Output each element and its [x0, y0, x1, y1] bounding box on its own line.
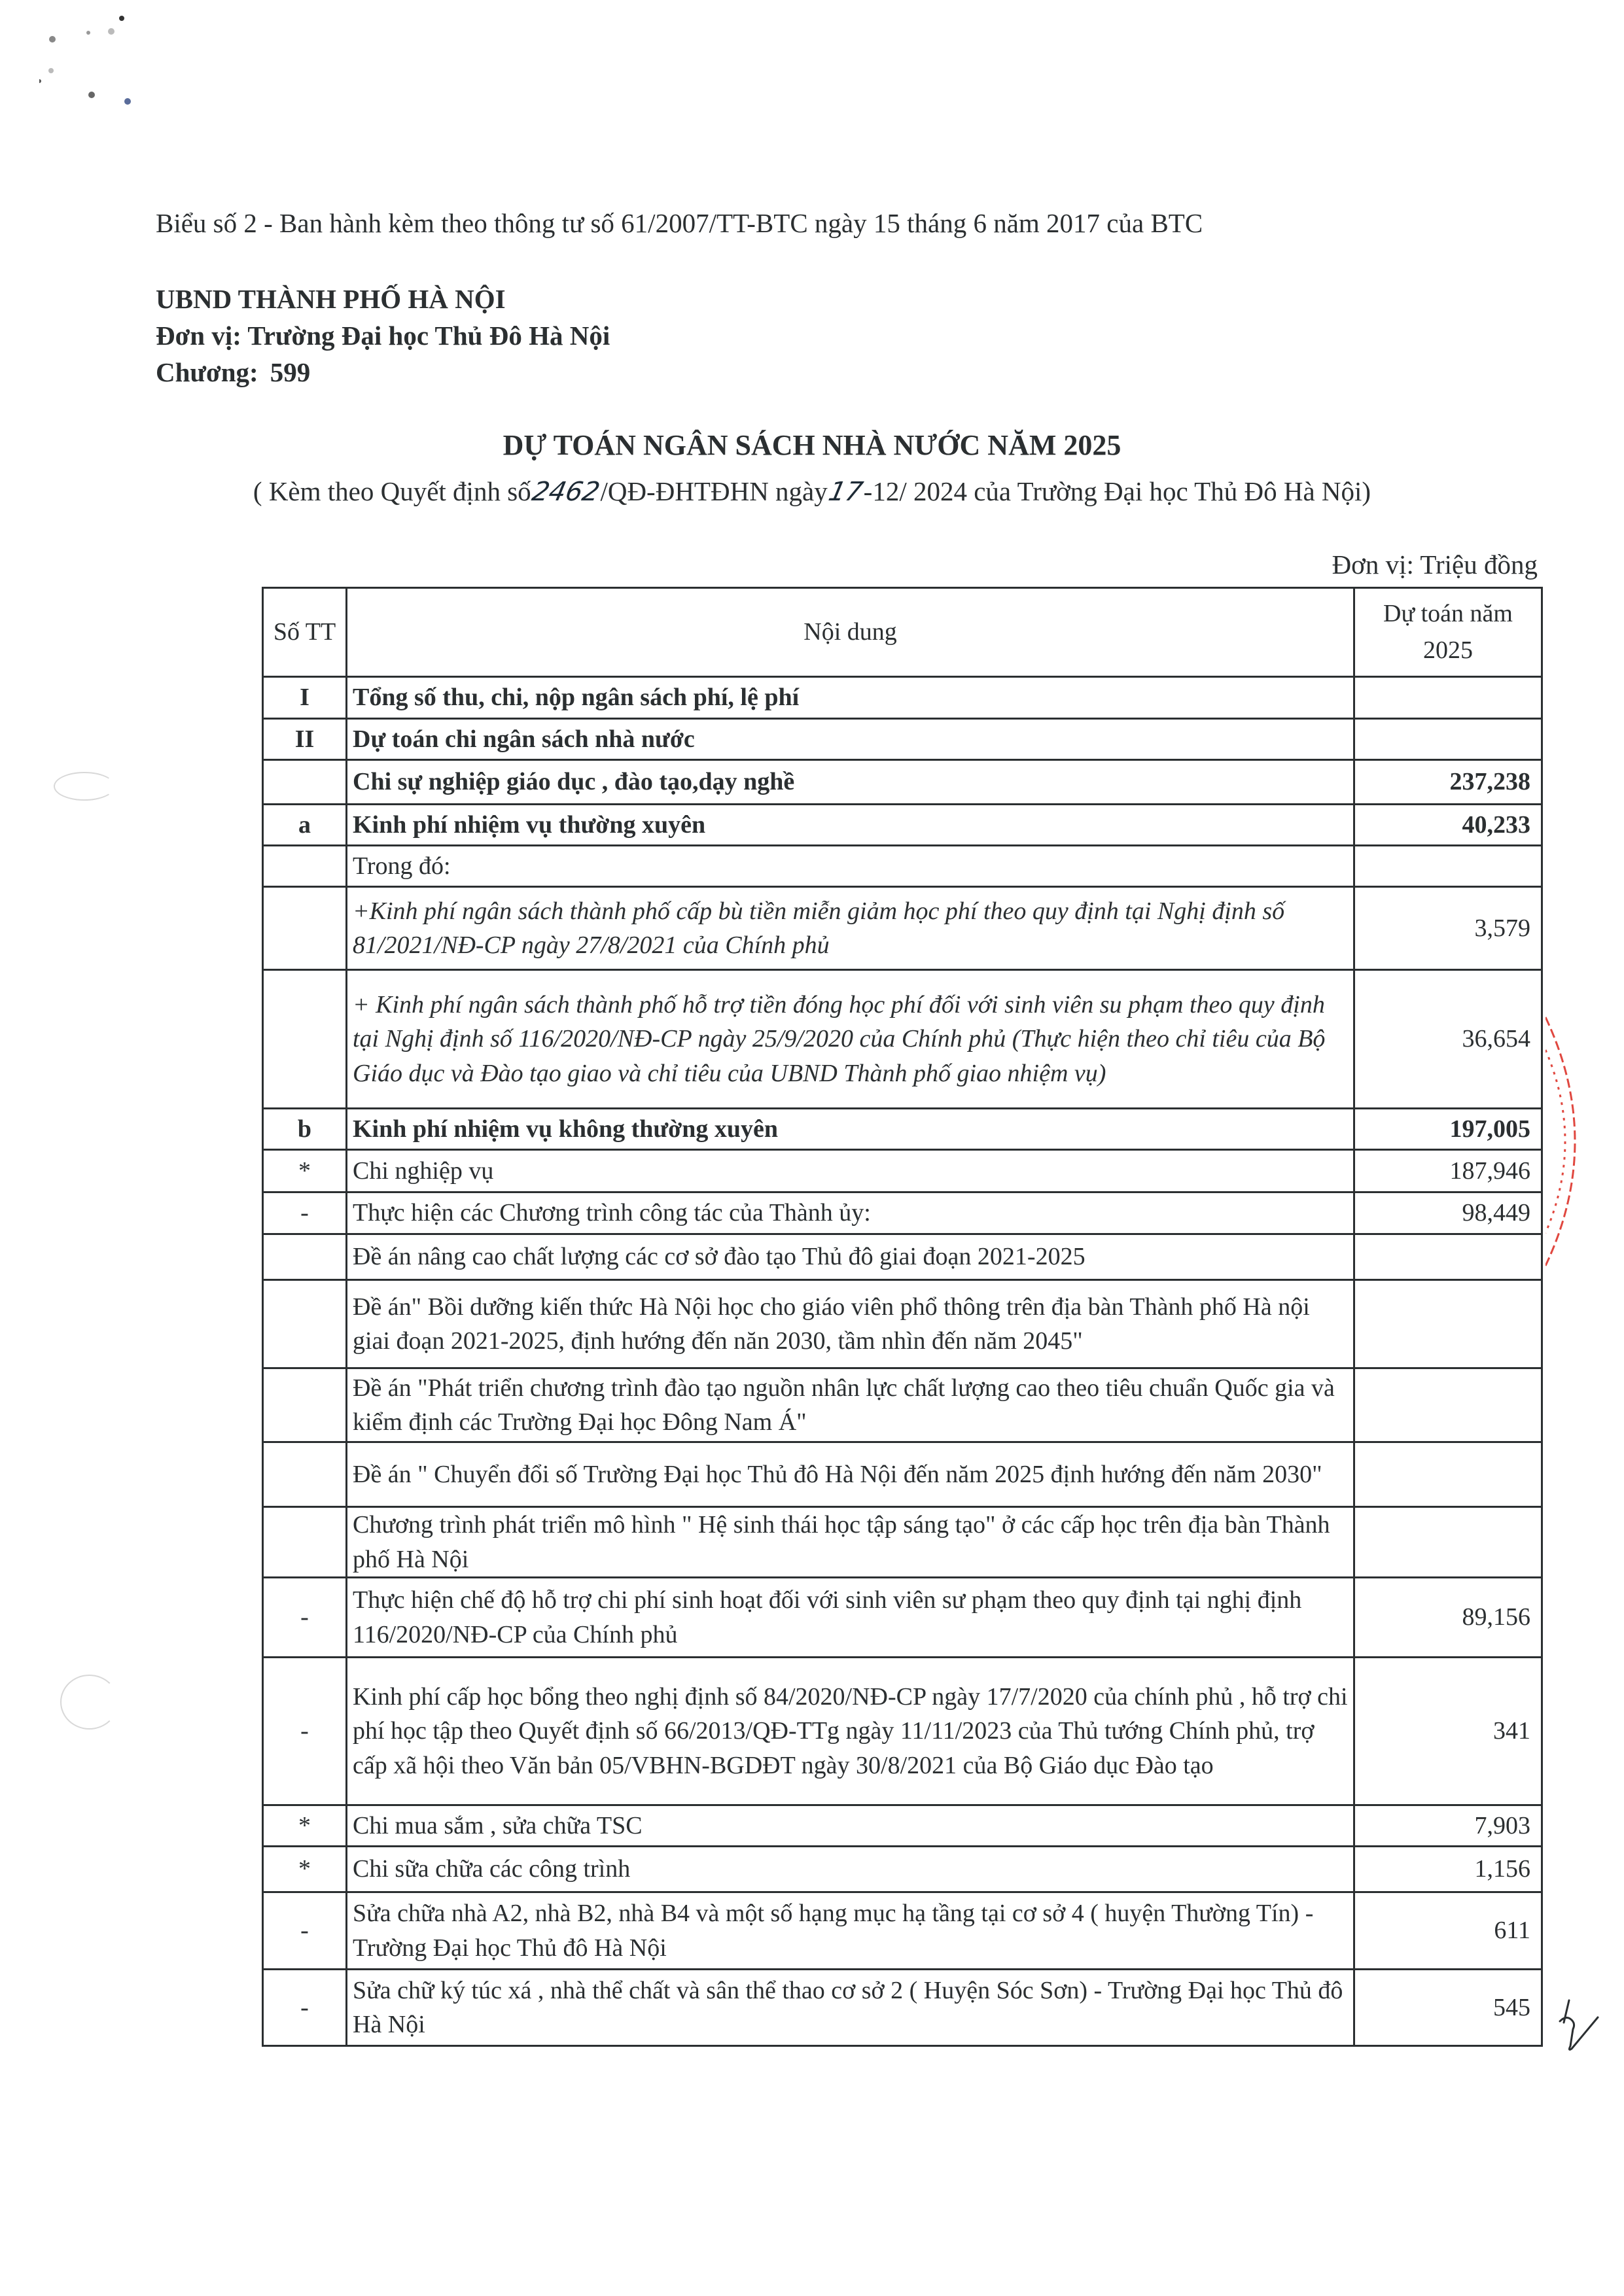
row-value: 89,156: [1354, 1578, 1542, 1658]
row-number: I: [263, 677, 347, 719]
scan-specks: [39, 13, 144, 111]
row-content: Chương trình phát triển mô hình " Hệ sinh thái học tập sáng tạo" ở các cấp học trên địa bàn Thành phố Hà Nội: [347, 1507, 1354, 1578]
row-value: 98,449: [1354, 1192, 1542, 1234]
chapter-line: [156, 357, 310, 388]
table-header-row: [263, 588, 1542, 677]
row-content: Thực hiện các Chương trình công tác của Thành ủy:: [347, 1192, 1354, 1234]
punch-hole-mark: [60, 1675, 118, 1730]
row-number: [263, 1234, 347, 1280]
subtitle-suffix: -12/ 2024 của Trường Đại học Thủ Đô Hà Nội): [863, 476, 1371, 506]
table-row: [263, 1658, 1542, 1805]
row-content: Trong đó:: [347, 846, 1354, 887]
row-number: -: [263, 1892, 347, 1970]
row-content: Chi mua sắm , sửa chữa TSC: [347, 1805, 1354, 1847]
row-value: 341: [1354, 1658, 1542, 1805]
header-value: Dự toán năm 2025: [1354, 588, 1542, 677]
row-value: 7,903: [1354, 1805, 1542, 1847]
row-content: Tổng số thu, chi, nộp ngân sách phí, lệ phí: [347, 677, 1354, 719]
row-content: Sửa chữa nhà A2, nhà B2, nhà B4 và một số hạng mục hạ tầng tại cơ sở 4 ( huyện Thường Tín) - Trường Đại học Thủ đô Hà Nội: [347, 1892, 1354, 1970]
row-number: [263, 1368, 347, 1442]
row-number: a: [263, 805, 347, 846]
official-stamp: [1545, 1011, 1611, 1272]
row-number: -: [263, 1658, 347, 1805]
table-row: [263, 1970, 1542, 2046]
row-value: 197,005: [1354, 1109, 1542, 1150]
row-value: [1354, 677, 1542, 719]
table-row: [263, 1805, 1542, 1847]
row-value: 545: [1354, 1970, 1542, 2046]
chapter-label: Chương:: [156, 357, 258, 387]
table-row: [263, 1150, 1542, 1192]
table-row: [263, 1109, 1542, 1150]
row-value: 36,654: [1354, 970, 1542, 1109]
table-row: [263, 887, 1542, 970]
row-value: [1354, 1507, 1542, 1578]
table-row: [263, 1368, 1542, 1442]
row-value: [1354, 846, 1542, 887]
row-number: -: [263, 1970, 347, 2046]
table-row: [263, 677, 1542, 719]
row-number: *: [263, 1150, 347, 1192]
red-seal-icon: [1545, 1011, 1611, 1272]
chapter-number: 599: [270, 357, 311, 387]
subtitle-mid: /QĐ-ĐHTĐHN ngày: [600, 476, 828, 506]
table-row: [263, 760, 1542, 805]
handwritten-day: 17: [825, 477, 866, 507]
table-row: [263, 805, 1542, 846]
table-row: [263, 719, 1542, 760]
unit-name: Đơn vị: Trường Đại học Thủ Đô Hà Nội: [156, 321, 610, 351]
organization-name: UBND THÀNH PHỐ HÀ NỘI: [156, 284, 506, 314]
row-content: Chi nghiệp vụ: [347, 1150, 1354, 1192]
table-row: [263, 1892, 1542, 1970]
row-number: [263, 1442, 347, 1507]
header-stt: Số TT: [263, 588, 347, 677]
row-number: *: [263, 1847, 347, 1892]
row-number: b: [263, 1109, 347, 1150]
row-content: Đề án" Bồi dưỡng kiến thức Hà Nội học cho giáo viên phổ thông trên địa bàn Thành phố Hà nội giai đoạn 2021-2025, định hướng đến năn 2030, tầm nhìn đến năm 2045": [347, 1280, 1354, 1368]
row-number: [263, 970, 347, 1109]
row-value: 237,238: [1354, 760, 1542, 805]
table-row: [263, 1192, 1542, 1234]
table-row: [263, 1280, 1542, 1368]
row-content: Đề án " Chuyển đổi số Trường Đại học Thủ đô Hà Nội đến năm 2025 định hướng đến năm 2030": [347, 1442, 1354, 1507]
table-row: [263, 970, 1542, 1109]
row-number: [263, 1507, 347, 1578]
row-number: [263, 887, 347, 970]
row-value: 1,156: [1354, 1847, 1542, 1892]
signature-initials: [1557, 1995, 1603, 2054]
row-value: 3,579: [1354, 887, 1542, 970]
table-body: [263, 677, 1542, 2046]
form-caption: Biểu số 2 - Ban hành kèm theo thông tư số 61/2007/TT-BTC ngày 15 tháng 6 năm 2017 của BTC: [156, 208, 1203, 238]
row-number: [263, 760, 347, 805]
row-content: Chi sự nghiệp giáo dục , đào tạo,dạy nghề: [347, 760, 1354, 805]
row-content: Kinh phí nhiệm vụ không thường xuyên: [347, 1109, 1354, 1150]
row-content: Đề án nâng cao chất lượng các cơ sở đào tạo Thủ đô giai đoạn 2021-2025: [347, 1234, 1354, 1280]
row-content: Dự toán chi ngân sách nhà nước: [347, 719, 1354, 760]
document-subtitle: [0, 476, 1624, 507]
row-content: +Kinh phí ngân sách thành phố cấp bù tiền miễn giảm học phí theo quy định tại Nghị định số 81/2021/NĐ-CP ngày 27/8/2021 của Chính phủ: [347, 887, 1354, 970]
handwritten-signature-icon: [1557, 1995, 1603, 2054]
row-number: [263, 1280, 347, 1368]
table-row: [263, 846, 1542, 887]
row-number: II: [263, 719, 347, 760]
row-content: Kinh phí nhiệm vụ thường xuyên: [347, 805, 1354, 846]
row-value: [1354, 1442, 1542, 1507]
table-row: [263, 1578, 1542, 1658]
table-row: [263, 1847, 1542, 1892]
row-content: Chi sữa chữa các công trình: [347, 1847, 1354, 1892]
row-content: Sửa chữ ký túc xá , nhà thể chất và sân thể thao cơ sở 2 ( Huyện Sóc Sơn) - Trường Đại học Thủ đô Hà Nội: [347, 1970, 1354, 2046]
row-number: [263, 846, 347, 887]
punch-hole-mark: [54, 772, 115, 801]
scan-noise-icon: [39, 13, 144, 111]
row-number: -: [263, 1578, 347, 1658]
row-value: 611: [1354, 1892, 1542, 1970]
row-value: 187,946: [1354, 1150, 1542, 1192]
table-row: [263, 1507, 1542, 1578]
row-content: Thực hiện chế độ hỗ trợ chi phí sinh hoạt đối với sinh viên sư phạm theo quy định tại nghị định 116/2020/NĐ-CP của Chính phủ: [347, 1578, 1354, 1658]
row-value: [1354, 719, 1542, 760]
currency-unit-note: Đơn vị: Triệu đồng: [1332, 549, 1538, 580]
header-content: Nội dung: [347, 588, 1354, 677]
subtitle-prefix: ( Kèm theo Quyết định số: [253, 476, 531, 506]
row-number: *: [263, 1805, 347, 1847]
table-row: [263, 1442, 1542, 1507]
table-row: [263, 1234, 1542, 1280]
row-value: [1354, 1368, 1542, 1442]
row-content: Đề án "Phát triển chương trình đào tạo nguồn nhân lực chất lượng cao theo tiêu chuẩn Quốc gia và kiểm định các Trường Đại học Đông Nam Á": [347, 1368, 1354, 1442]
row-number: -: [263, 1192, 347, 1234]
row-content: + Kinh phí ngân sách thành phố hỗ trợ tiền đóng học phí đối với sinh viên su phạm theo quy định tại Nghị định số 116/2020/NĐ-CP ngày 25/9/2020 của Chính phủ (Thực hiện theo chỉ tiêu của Bộ Giáo dục và Đào tạo giao và chỉ tiêu của UBND Thành phố giao nhiệm vụ): [347, 970, 1354, 1109]
row-value: 40,233: [1354, 805, 1542, 846]
row-value: [1354, 1280, 1542, 1368]
budget-table: [262, 587, 1543, 2047]
handwritten-decision-number: 2462: [529, 477, 603, 507]
row-content: Kinh phí cấp học bổng theo nghị định số 84/2020/NĐ-CP ngày 17/7/2020 của chính phủ , hỗ trợ chi phí học tập theo Quyết định số 66/2013/QĐ-TTg ngày 11/11/2023 của Thủ tướng Chính phủ, trợ cấp xã hội theo Văn bản 05/VBHN-BGDĐT ngày 30/8/2021 của Bộ Giáo dục Đào tạo: [347, 1658, 1354, 1805]
row-value: [1354, 1234, 1542, 1280]
document-title: DỰ TOÁN NGÂN SÁCH NHÀ NƯỚC NĂM 2025: [503, 429, 1121, 461]
